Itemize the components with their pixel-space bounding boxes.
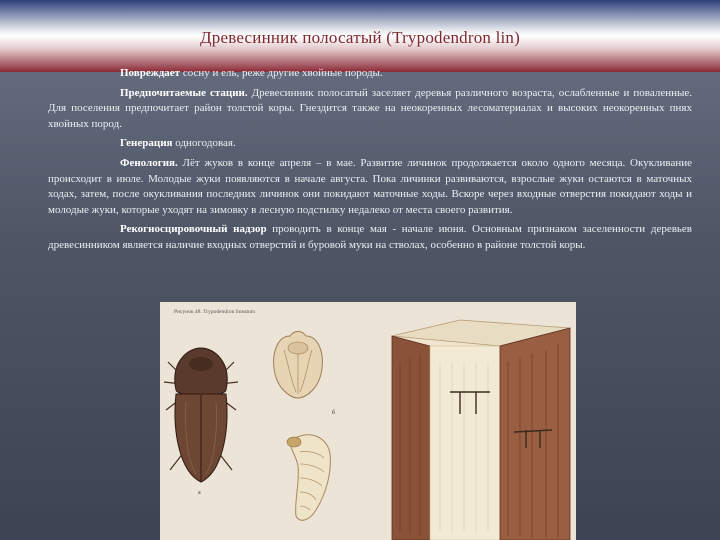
paragraph-phenology	[48, 156, 692, 218]
paragraph-head: Фенология.	[120, 156, 178, 169]
paragraph-generation	[48, 136, 692, 152]
slide-title: Древесинник полосатый (Trypodendron lin)	[200, 28, 520, 47]
larva-drawing	[287, 435, 330, 521]
body-text	[48, 66, 692, 258]
figure-caption: Рисунок 48. Trypodendron lineatum	[174, 309, 256, 315]
paragraph-text: Древесинник полосатый заселяет деревья различного возраста, ослабленные и поваленные. Для поселения предпочитает район толстой коры. Гнездится также на неокоренных лесоматериалах и высоких неокоренных пнях хвойных пород.	[48, 86, 693, 130]
paragraph-survey	[48, 222, 692, 253]
label-beetle: а	[198, 490, 201, 496]
insect-illustration	[160, 302, 576, 540]
paragraph-head: Рекогносцировочный надзор	[120, 223, 267, 236]
beetle-drawing	[164, 348, 238, 482]
paragraph-head: Генерация	[120, 137, 173, 150]
paragraph-damage	[48, 66, 692, 82]
wood-section-drawing	[392, 320, 570, 540]
paragraph-head: Повреждает	[120, 67, 181, 79]
illustration-svg	[160, 302, 576, 540]
paragraph-text: одногодовая.	[172, 137, 236, 150]
paragraph-text: сосну и ель, реже другие хвойные породы.	[180, 67, 383, 79]
paragraph-text: проводить в конце мая - начале июня. Основным признаком заселенности деревьев древесинником является наличие входных отверстий и буровой муки на стволах, особенно в районе толстой коры.	[48, 223, 692, 251]
pupa-drawing	[274, 332, 323, 399]
paragraph-head: Предпочитаемые стации.	[120, 86, 248, 99]
paragraph-habitat	[48, 86, 692, 133]
label-pupa: б	[332, 410, 336, 416]
paragraph-text: Лёт жуков в конце апреля – в мае. Развитие личинок продолжается около одного месяца. Окукливание происходит в июле. Молодые жуки появляются в начале августа. Пока личинки развиваются, взрослые жуки остаются в маточных ходах, затем, после окукливания последних личинок они покидают маточные ходы. Вскоре через входные отверстия покидают ходы и молодые жуки, которые уходят на зимовку в лесную подстилку недалеко от места своего развития.	[48, 156, 692, 216]
